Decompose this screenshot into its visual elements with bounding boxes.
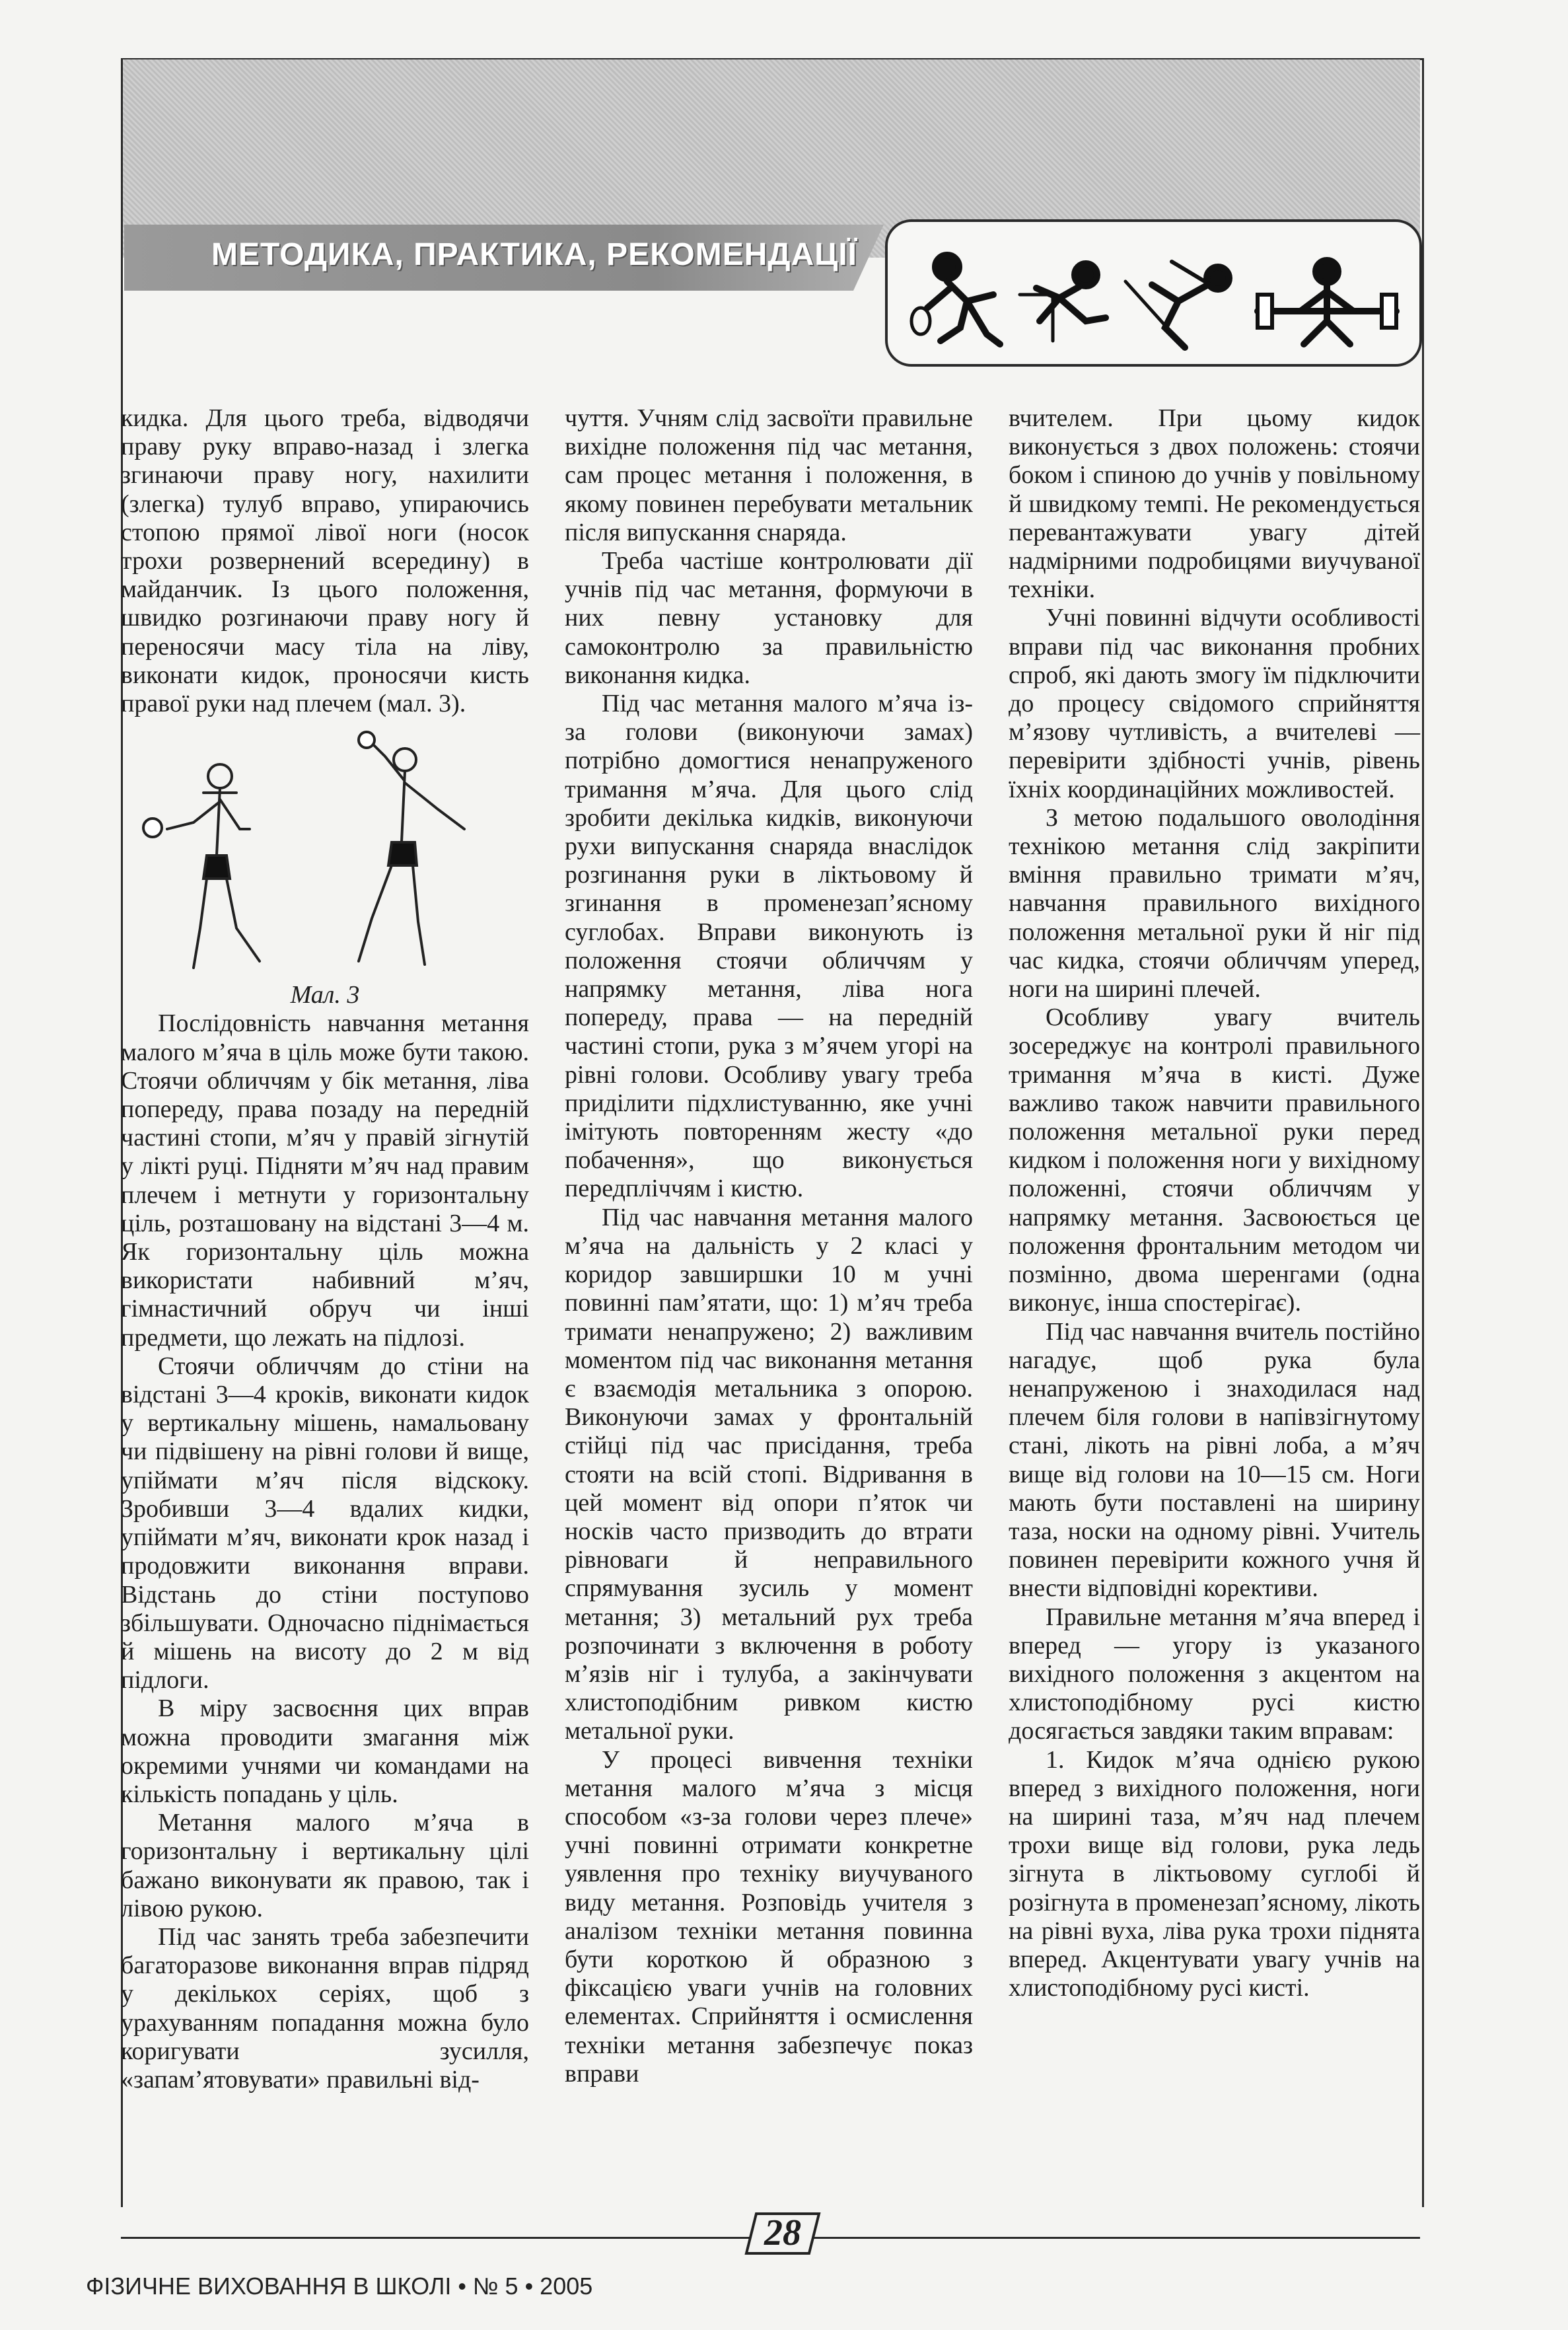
text-column-2 — [565, 404, 973, 2088]
paragraph: Під час занять треба забезпечити багаторазове виконання вправ підряд у декількох серіях, щоб з урахуванням попадання можна було коригувати зусилля, «запам’ятовувати» правильні від- — [121, 1922, 529, 2093]
figure-illustration — [121, 730, 529, 981]
paragraph: В міру засвоєння цих вправ можна проводити змагання між окремими учнями чи командами на кількість попадань у ціль. — [121, 1694, 529, 1808]
weightlifter-icon — [1258, 260, 1396, 344]
paragraph: Правильне метання м’яча вперед і вперед — угору із указаного вихідного положення з акцентом на хлистоподібному русі кистю досягається завдяки таким вправам: — [1009, 1603, 1420, 1745]
page-number: 28 — [764, 2212, 801, 2253]
paragraph: Під час навчання вчитель постійно нагадує, щоб рука була ненапруженою і знаходилася над плечем біля голови в напівзігнутому стані, лікоть на рівні лоба, а м’яч вище від голови на 10—15 см. Ноги мають бути поставлені на ширину таза, носки на одному рівні. Учитель повинен перевірити кожного учня й внести відповідні корективи. — [1009, 1317, 1420, 1603]
paragraph: вчителем. При цьому кидок виконується з двох положень: стоячи боком і спиною до учнів у повільному й швидкому темпі. Не рекомендується перевантажувати увагу дітей надмірними подробицями виучуваної техніки. — [1009, 404, 1420, 604]
paragraph: чуття. Учням слід засвоїти правильне вихідне положення під час метання, сам процес метання і положення, в якому повинен перебувати метальник після випускання снаряда. — [565, 404, 973, 546]
text-column-3 — [1009, 404, 1420, 2002]
paragraph: У процесі вивчення техніки метання малого м’яча з місця способом «з-за голови через плече» учні повинні отримати конкретне уявлення про техніку виучуваного виду метання. Розповідь учителя з аналізом техніки метання повинна бути короткою й образною з фіксацією уваги учнів на головних елементах. Сприйняття і осмислення техніки метання забезпечує показ вправи — [565, 1745, 973, 2088]
paragraph: Особливу увагу вчитель зосереджує на контролі правильного тримання м’яча в кисті. Дуже важливо також навчити правильного положення метальної руки перед кидком і положення ноги у вихідному положенні, стоячи обличчям у напрямку метання. Засвоюється це положення фронтальним методом чи позмінно, двома шеренгами (одна виконує, інша спостерігає). — [1009, 1003, 1420, 1317]
hurdler-icon — [1020, 264, 1106, 341]
paragraph: Метання малого м’яча в горизонтальну і вертикальну цілі бажано виконувати як правою, так і лівою рукою. — [121, 1809, 529, 1922]
section-title: МЕТОДИКА, ПРАКТИКА, РЕКОМЕНДАЦІЇ — [211, 237, 857, 272]
paragraph: кидка. Для цього треба, відводячи праву руку вправо-назад і злегка згинаючи праву ногу, нахилити (злегка) тулуб вправо, упираючись стопою прямої лівої ноги (носок трохи розвернений всередину) в майданчик. Із цього положення, швидко розгинаючи праву ногу й переносячи масу тіла на ліву, виконати кидок, проносячи кисть правої руки над плечем (мал. 3). — [121, 404, 529, 718]
swimmer-icon — [1125, 262, 1229, 347]
figure-caption: Мал. 3 — [290, 981, 360, 1009]
paragraph: Учні повинні відчути особливості вправи під час виконання пробних спроб, які дають змогу їм підключити до процесу свідомого сприйняття м’язову чутливість, а вчителеві — перевірити здібності учнів, рівень їхніх координаційних можливостей. — [1009, 604, 1420, 803]
paragraph: З метою подальшого оволодіння технікою метання слід закріпити вміння правильно тримати м’яч, навчання правильного вихідного положення метальної руки й ніг під час кидка, стоячи обличчям уперед, ноги на ширині плечей. — [1009, 803, 1420, 1003]
paragraph: Стоячи обличчям до стіни на відстані 3—4 кроків, виконати кидок у вертикальну мішень, намальовану чи підвішену на рівні голови й вище, упіймати м’яч після відскоку. Зробивши 3—4 вдалих кидки, упіймати м’яч, виконати крок назад і продовжити виконання вправи. Відстань до стіни поступово збільшувати. Одночасно піднімається й мішень на висоту до 2 м від підлоги. — [121, 1352, 529, 1694]
paragraph: Під час навчання метання малого м’яча на дальність у 2 класі у коридор завширшки 10 м учні повинні пам’ятати, що: 1) м’яч треба тримати ненапружено; 2) важливим моментом під час виконання метання є взаємодія метальника з опорою. Виконуючи замах у фронтальній стійці під час присідання, треба стояти на всій стопі. Відривання в цей момент від опори п’яток чи носків часто призводить до втрати рівноваги й неправильного спрямування зусиль у момент метання; 3) метальний рух треба розпочинати з включення в роботу м’язів ніг і тулуба, а закінчувати хлистоподібним ривком кистю метальної руки. — [565, 1203, 973, 1745]
tennis-player-icon — [911, 255, 1000, 344]
sport-icons-panel — [885, 219, 1422, 367]
text-column-1 — [121, 404, 529, 2094]
paragraph: Треба частіше контролювати дії учнів під час метання, формуючи в них певну установку для самоконтролю за правильністю виконання кидка. — [565, 547, 973, 689]
paragraph: Під час метання малого м’яча із-за голови (виконуючи замах) потрібно домогтися ненапруженого тримання м’яча. Для цього слід зробити декілька кидків, виконуючи рухи випускання снаряда внаслідок розгинання руки в ліктьовому й згинання в променезап’ясному суглобах. Вправи виконують із положення стоячи обличчям у напрямку метання, ліва нога попереду, права — на передній частині стопи, рука з м’ячем угорі на рівні голови. Особливу увагу треба приділити підхлистуванню, яке учні імітують повторенням жесту «до побачення», що виконується передпліччям і кистю. — [565, 690, 973, 1203]
paragraph: 1. Кидок м’яча однією рукою вперед з вихідного положення, ноги на ширині таза, м’яч над плечем трохи вище від голови, рука ледь зігнута в ліктьовому суглобі й розігнута в променезап’ясному, лікоть на рівні вуха, ліва рука трохи піднята вперед. Акцентувати увагу учнів на хлистоподібному русі кисті. — [1009, 1745, 1420, 2002]
paragraph: Послідовність навчання метання малого м’яча в ціль може бути такою. Стоячи обличчям у бік метання, ліва попереду, права позаду на передній частині стопи, м’яч у правій зігнутій у лікті руці. Підняти м’яч над правим плечем і метнути у горизонтальну ціль, розташовану на відстані 3—4 м. Як горизонтальну ціль можна використати набивний м’яч, гімнастичний обруч чи інші предмети, що лежать на підлозі. — [121, 1009, 529, 1352]
figure-throwers-image — [121, 730, 529, 981]
journal-footer: ФІЗИЧНЕ ВИХОВАННЯ В ШКОЛІ • № 5 • 2005 — [86, 2273, 593, 2300]
